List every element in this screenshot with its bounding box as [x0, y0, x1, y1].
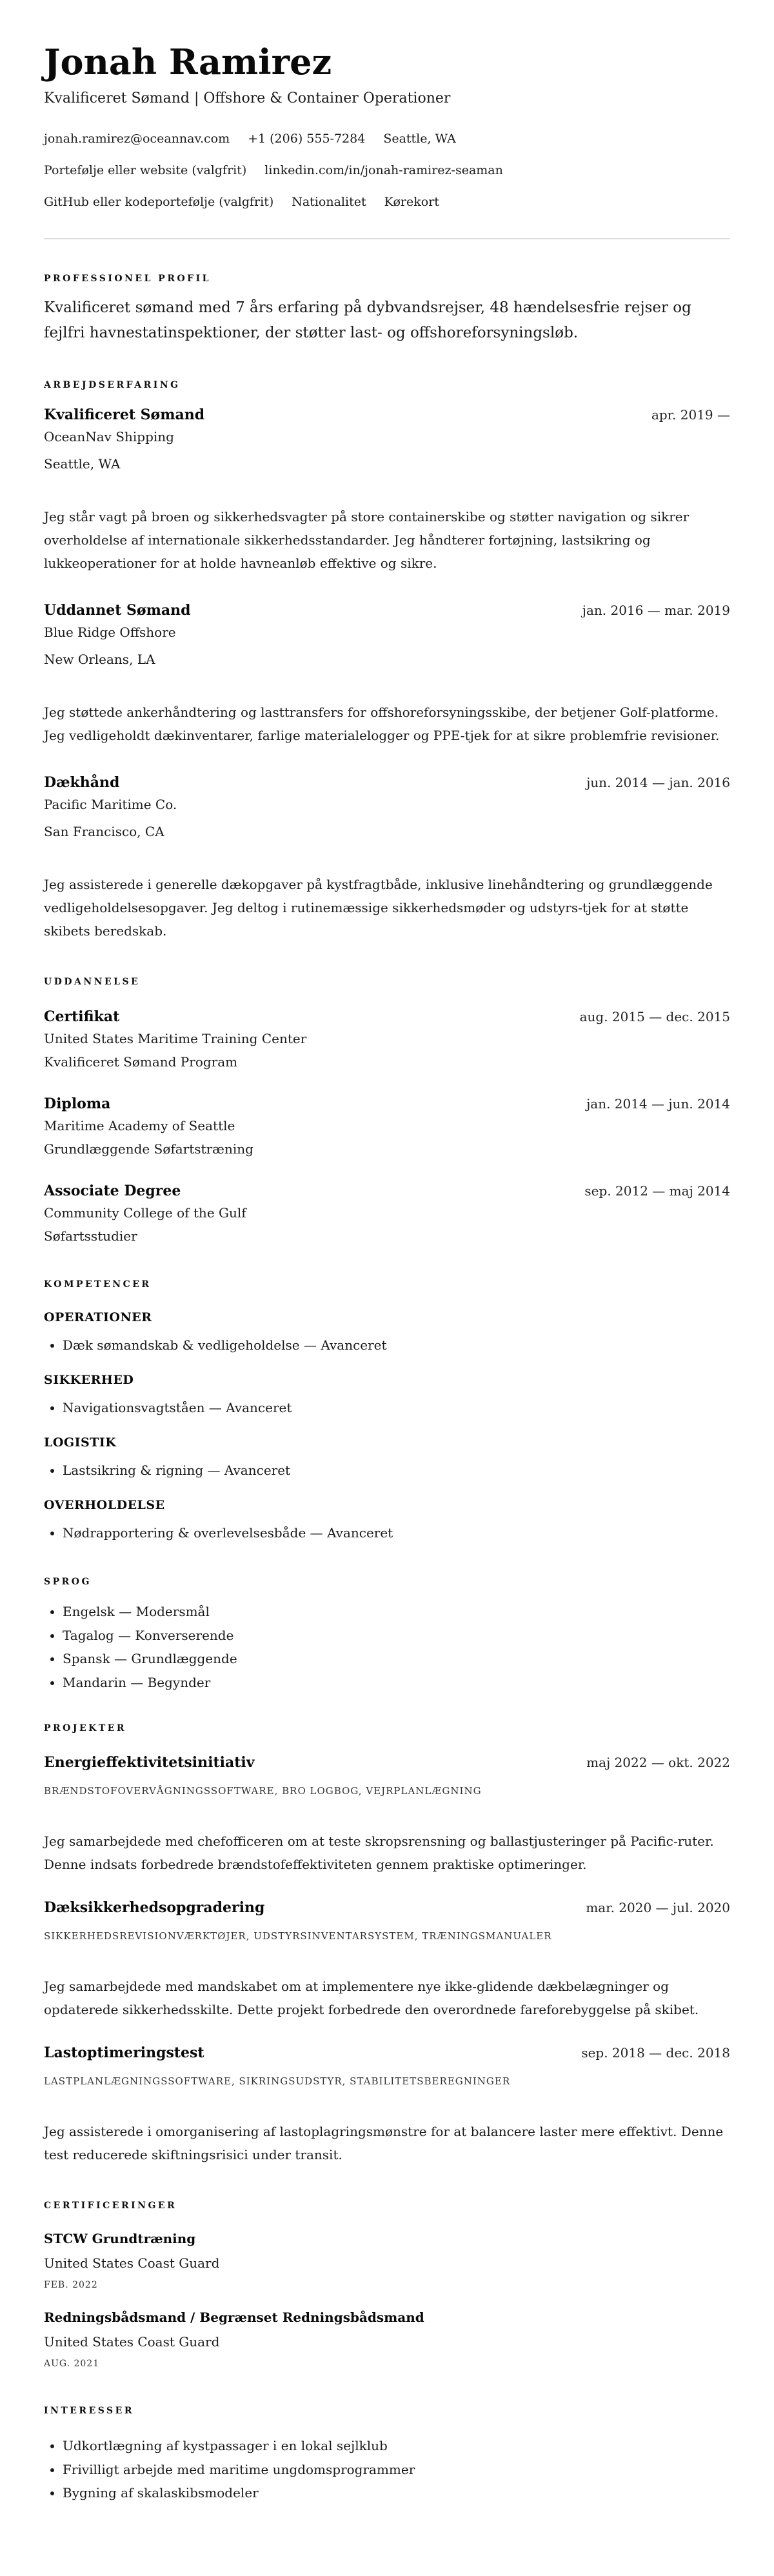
- project-item: [44, 1753, 730, 1876]
- contact-phone[interactable]: +1 (206) 555-7284: [248, 132, 366, 146]
- project-description: Jeg samarbejdede med mandskabet om at implementere nye ikke-glidende dækbelægninger og opdaterede sikkerhedsskilte. Dette projekt forbedrede den overordnede fareforebyggelse på skibet.: [44, 1979, 699, 2017]
- contact-linkedin[interactable]: linkedin.com/in/jonah-ramirez-seaman: [264, 163, 503, 177]
- education-dates: sep. 2012 — maj 2014: [584, 1183, 730, 1199]
- job-company: Blue Ridge Offshore: [44, 624, 176, 640]
- job-description: Jeg støttede ankerhåndtering og lasttransfers for offshoreforsyningsskibe, der betjener Golf-platforme. Jeg vedligeholdt dækinventarer, farlige materialelogger og PPE-tjek for at sikre problemfrie revisioner.: [44, 704, 720, 743]
- job-dates: jan. 2016 — mar. 2019: [582, 603, 730, 618]
- education-item: [44, 1181, 730, 1245]
- project-dates: sep. 2018 — dec. 2018: [581, 2045, 730, 2061]
- section-heading: INTERESSER: [44, 2406, 134, 2416]
- program: Søfartsstudier: [44, 1228, 137, 1244]
- contact-row: [44, 130, 730, 148]
- contact-email[interactable]: jonah.ramirez@oceannav.com: [44, 132, 230, 146]
- project-tags: LASTPLANLÆGNINGSSOFTWARE, SIKRINGSUDSTYR, STABILITETSBEREGNINGER: [44, 2075, 511, 2087]
- skill-group-heading: SIKKERHED: [44, 1373, 134, 1387]
- header-divider: [44, 238, 730, 239]
- certification-name: Redningsbådsmand / Begrænset Redningsbådsmand: [44, 2310, 424, 2325]
- interest-item: • Frivilligt arbejde med maritime ungdomsprogrammer: [63, 2458, 730, 2482]
- skill-list: [44, 1461, 730, 1480]
- language-list: [44, 1600, 730, 1694]
- project-item: [44, 1898, 730, 2021]
- school: United States Maritime Training Center: [44, 1031, 307, 1046]
- language-item: • Engelsk — Modersmål: [63, 1600, 730, 1624]
- contact-row: [44, 161, 730, 179]
- job-dates: jun. 2014 — jan. 2016: [586, 775, 730, 790]
- certifications-section: [44, 2199, 730, 2370]
- project-description: Jeg assisterede i omorganisering af lastoplagringsmønstre for at balancere laster mere effektivt. Denne test reducerede skiftningsrisici under transit.: [44, 2124, 724, 2162]
- degree: Certifikat: [44, 1008, 120, 1025]
- skill-item: • Lastsikring & rigning — Avanceret: [63, 1461, 730, 1480]
- job-location: New Orleans, LA: [44, 652, 155, 667]
- certification-item: [44, 2308, 730, 2370]
- project-dates: maj 2022 — okt. 2022: [586, 1755, 730, 1770]
- job-title: Dækhånd: [44, 774, 120, 791]
- language-item: • Mandarin — Begynder: [63, 1671, 730, 1695]
- school: Maritime Academy of Seattle: [44, 1118, 235, 1133]
- job-location: Seattle, WA: [44, 456, 121, 472]
- job-company: Pacific Maritime Co.: [44, 797, 177, 812]
- project-description: Jeg samarbejdede med chefofficeren om at teste skropsrensning og ballastjusteringer på Pacific-ruter. Denne indsats forbedrede brændstofeffektiviteten gennem praktiske optimeringer.: [44, 1833, 714, 1872]
- experience-item: [44, 405, 730, 575]
- program: Grundlæggende Søfartstræning: [44, 1141, 253, 1157]
- job-dates: apr. 2019 —: [651, 407, 730, 423]
- certification-date: AUG. 2021: [44, 2359, 100, 2369]
- languages-section: [44, 1575, 730, 1694]
- skill-group-heading: OPERATIONER: [44, 1310, 152, 1324]
- education-dates: jan. 2014 — jun. 2014: [586, 1096, 730, 1112]
- skill-group-heading: OVERHOLDELSE: [44, 1498, 165, 1512]
- skill-group-heading: LOGISTIK: [44, 1435, 117, 1450]
- experience-item: [44, 601, 730, 747]
- section-heading: UDDANNELSE: [44, 977, 141, 987]
- interest-list: [44, 2434, 730, 2505]
- contact-row: [44, 193, 730, 211]
- contact-drivers-license: Kørekort: [384, 195, 439, 209]
- language-item: • Spansk — Grundlæggende: [63, 1647, 730, 1671]
- skill-item: • Nødrapportering & overlevelsesbåde — Avanceret: [63, 1523, 730, 1543]
- job-title: Uddannet Sømand: [44, 602, 191, 619]
- degree: Associate Degree: [44, 1183, 181, 1199]
- project-tags: BRÆNDSTOFOVERVÅGNINGSSOFTWARE, BRO LOGBOG, VEJRPLANLÆGNING: [44, 1785, 482, 1797]
- skill-list: [44, 1335, 730, 1355]
- skill-list: [44, 1523, 730, 1543]
- job-description: Jeg assisterede i generelle dækopgaver på kystfragtbåde, inklusive linehåndtering og grundlæggende vedligeholdelsesopgaver. Jeg deltog i rutinemæssige sikkerhedsmøder og udstyrs-tjek for at støtte skibets beredskab.: [44, 877, 713, 939]
- interests-section: [44, 2404, 730, 2505]
- education-item: [44, 1094, 730, 1158]
- job-description: Jeg står vagt på broen og sikkerhedsvagter på store containerskibe og støtter navigation og sikrer overholdelse af internationale sikkerhedsstandarder. Jeg håndterer fortøjning, lastsikring og lukkeoperationer for at holde havneanløb effektive og sikre.: [44, 509, 690, 571]
- section-heading: PROJEKTER: [44, 1723, 127, 1733]
- certification-name: STCW Grundtræning: [44, 2231, 196, 2246]
- project-title: Lastoptimeringstest: [44, 2044, 204, 2061]
- skill-list: [44, 1398, 730, 1417]
- section-heading: PROFESSIONEL PROFIL: [44, 274, 211, 284]
- project-item: [44, 2043, 730, 2166]
- contact-github[interactable]: GitHub eller kodeportefølje (valgfrit): [44, 195, 274, 209]
- contact-nationality: Nationalitet: [292, 195, 366, 209]
- section-heading: CERTIFICERINGER: [44, 2201, 177, 2211]
- profile-summary: Kvalificeret sømand med 7 års erfaring på dybvandsrejser, 48 hændelsesfrie rejser og fejlfri havnestatinspektioner, der støtter last- og offshoreforsyningsløb.: [44, 299, 691, 341]
- projects-section: [44, 1722, 730, 2166]
- job-title: Kvalificeret Sømand: [44, 406, 205, 423]
- job-location: San Francisco, CA: [44, 824, 164, 839]
- school: Community College of the Gulf: [44, 1205, 246, 1221]
- experience-section: [44, 379, 730, 943]
- language-item: • Tagalog — Konverserende: [63, 1624, 730, 1648]
- certification-issuer: United States Coast Guard: [44, 2255, 220, 2271]
- certification-item: [44, 2230, 730, 2291]
- certification-date: FEB. 2022: [44, 2280, 98, 2290]
- project-tags: SIKKERHEDSREVISIONVÆRKTØJER, UDSTYRSINVENTARSYSTEM, TRÆNINGSMANUALER: [44, 1930, 552, 1942]
- skill-item: • Dæk sømandskab & vedligeholdelse — Avanceret: [63, 1335, 730, 1355]
- project-title: Dæksikkerhedsopgradering: [44, 1899, 265, 1916]
- education-dates: aug. 2015 — dec. 2015: [579, 1009, 730, 1024]
- skill-item: • Navigationsvagtståen — Avanceret: [63, 1398, 730, 1417]
- section-heading: ARBEJDSERFARING: [44, 380, 181, 390]
- project-title: Energieffektivitetsinitiativ: [44, 1754, 255, 1771]
- education-item: [44, 1007, 730, 1071]
- project-dates: mar. 2020 — jul. 2020: [586, 1900, 730, 1915]
- profile-section: [44, 272, 730, 346]
- section-heading: SPROG: [44, 1577, 92, 1587]
- skills-section: [44, 1278, 730, 1543]
- program: Kvalificeret Sømand Program: [44, 1054, 238, 1070]
- resume-header: [44, 41, 730, 211]
- contact-portfolio[interactable]: Portefølje eller website (valgfrit): [44, 163, 247, 177]
- candidate-name: Jonah Ramirez: [44, 41, 332, 83]
- interest-item: • Bygning af skalaskibsmodeler: [63, 2481, 730, 2505]
- experience-item: [44, 773, 730, 943]
- section-heading: KOMPETENCER: [44, 1279, 152, 1290]
- candidate-headline: Kvalificeret Sømand | Offshore & Container Operationer: [44, 90, 451, 106]
- education-section: [44, 975, 730, 1245]
- degree: Diploma: [44, 1095, 111, 1112]
- contact-location: Seattle, WA: [383, 132, 456, 146]
- certification-issuer: United States Coast Guard: [44, 2334, 220, 2350]
- interest-item: • Udkortlægning af kystpassager i en lokal sejlklub: [63, 2434, 730, 2458]
- job-company: OceanNav Shipping: [44, 429, 174, 444]
